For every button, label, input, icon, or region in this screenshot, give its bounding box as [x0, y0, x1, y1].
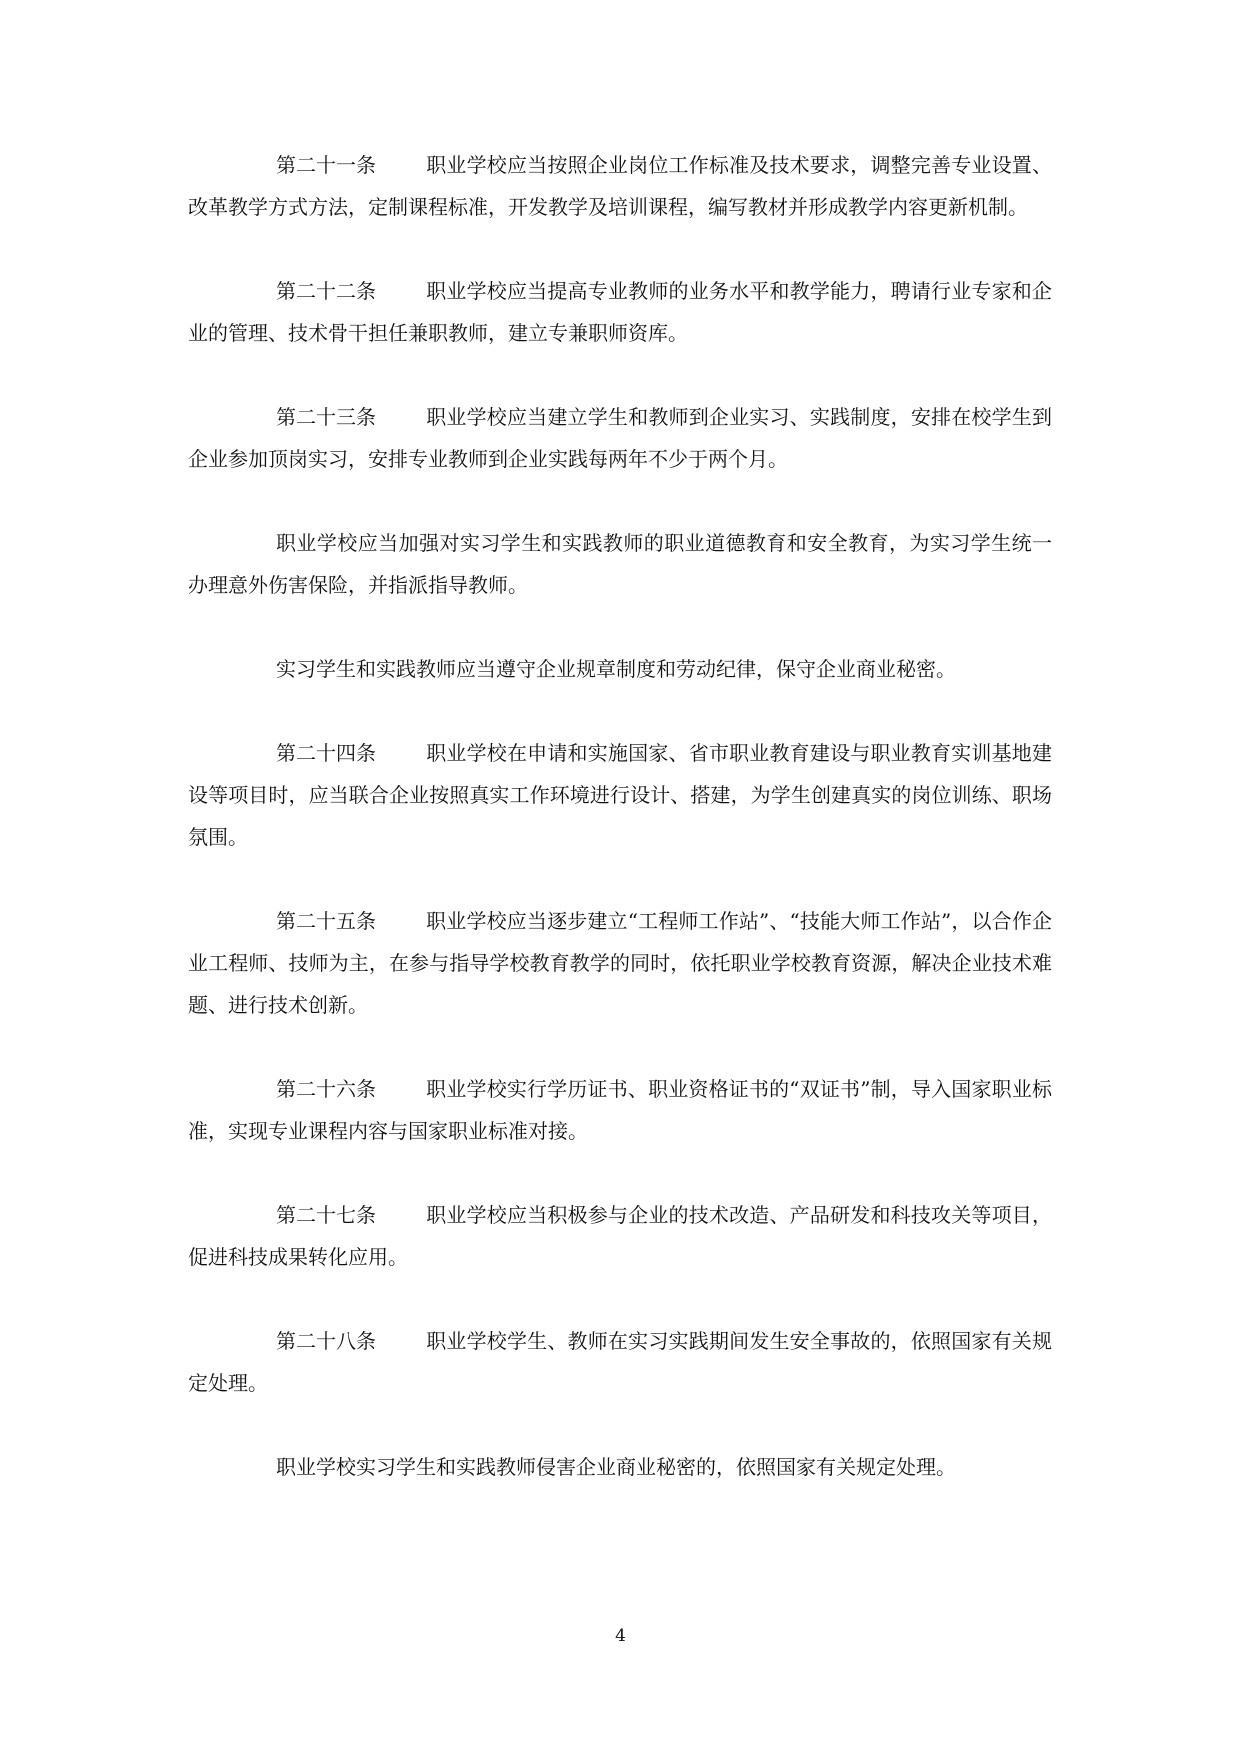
paragraph-article-25 — [188, 900, 1052, 1026]
article-number: 第二十一条 — [276, 153, 376, 177]
paragraph-text: 职业学校应当建立学生和教师到企业实习、实践制度，安排在校学生到企业参加顶岗实习，安排专业教师到企业实践每两年不少于两个月。 — [188, 405, 1052, 471]
paragraph-text: 职业学校应当提高专业教师的业务水平和教学能力，聘请行业专家和企业的管理、技术骨干担任兼职教师，建立专兼职师资库。 — [188, 279, 1052, 345]
paragraph-article-22 — [188, 270, 1052, 354]
article-number: 第二十六条 — [276, 1077, 376, 1101]
paragraph-text: 职业学校应当积极参与企业的技术改造、产品研发和科技攻关等项目，促进科技成果转化应用。 — [188, 1203, 1052, 1269]
paragraph-text: 职业学校在申请和实施国家、省市职业教育建设与职业教育实训基地建设等项目时，应当联合企业按照真实工作环境进行设计、搭建，为学生创建真实的岗位训练、职场氛围。 — [188, 741, 1052, 849]
article-number: 第二十八条 — [276, 1329, 376, 1353]
paragraph-article-24 — [188, 732, 1052, 858]
paragraph-article-27 — [188, 1194, 1052, 1278]
article-number: 第二十四条 — [276, 741, 376, 765]
paragraph-article-23-clause-3 — [188, 648, 1052, 690]
paragraph-text: 职业学校应当加强对实习学生和实践教师的职业道德教育和安全教育，为实习学生统一办理意外伤害保险，并指派指导教师。 — [188, 531, 1052, 597]
article-number: 第二十五条 — [276, 909, 376, 933]
paragraph-text: 职业学校学生、教师在实习实践期间发生安全事故的，依照国家有关规定处理。 — [188, 1329, 1052, 1395]
article-number: 第二十七条 — [276, 1203, 376, 1227]
paragraph-article-28-clause-2 — [188, 1446, 1052, 1488]
article-number: 第二十二条 — [276, 279, 376, 303]
paragraph-text: 职业学校实行学历证书、职业资格证书的“双证书”制，导入国家职业标准，实现专业课程内容与国家职业标准对接。 — [188, 1077, 1052, 1143]
article-number: 第二十三条 — [276, 405, 376, 429]
paragraph-article-21 — [188, 144, 1052, 228]
paragraph-article-28 — [188, 1320, 1052, 1404]
paragraph-article-23 — [188, 396, 1052, 480]
page-number: 4 — [615, 1626, 626, 1646]
document-body — [188, 144, 1052, 1530]
paragraph-article-26 — [188, 1068, 1052, 1152]
paragraph-article-23-clause-2 — [188, 522, 1052, 606]
paragraph-text: 实习学生和实践教师应当遵守企业规章制度和劳动纪律，保守企业商业秘密。 — [276, 657, 956, 681]
paragraph-text: 职业学校应当按照企业岗位工作标准及技术要求，调整完善专业设置、改革教学方式方法，定制课程标准，开发教学及培训课程，编写教材并形成教学内容更新机制。 — [188, 153, 1052, 219]
paragraph-text: 职业学校实习学生和实践教师侵害企业商业秘密的，依照国家有关规定处理。 — [276, 1455, 956, 1479]
paragraph-text: 职业学校应当逐步建立“工程师工作站”、“技能大师工作站”，以合作企业工程师、技师为主，在参与指导学校教育教学的同时，依托职业学校教育资源，解决企业技术难题、进行技术创新。 — [188, 909, 1052, 1017]
